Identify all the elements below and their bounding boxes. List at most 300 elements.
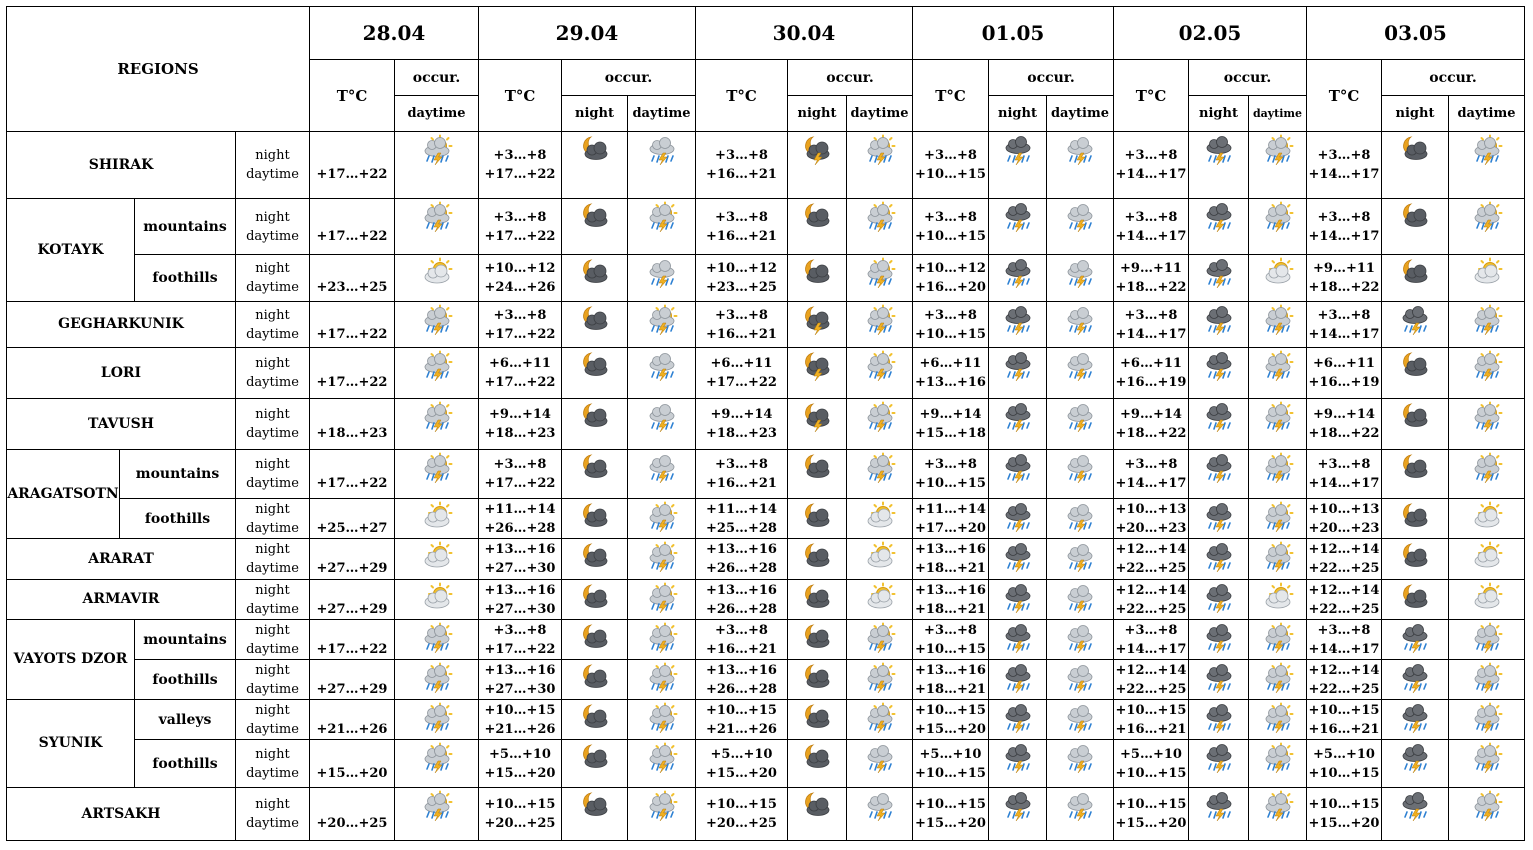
night-label: night — [255, 148, 290, 163]
sun-rain-thunder-icon — [1262, 790, 1294, 822]
region-name: ARAGATSOTN — [7, 450, 120, 539]
daytime-weather-cell — [1047, 499, 1114, 539]
daytime-temperature: +17…+22 — [706, 375, 777, 390]
daytime-temperature: +23…+25 — [706, 280, 777, 295]
night-label: night — [255, 622, 290, 638]
thunderstorm-icon — [1002, 350, 1034, 382]
daytime-temperature: +20…+25 — [484, 816, 556, 831]
daytime-weather-cell — [395, 700, 479, 740]
night-weather-cell — [788, 348, 847, 399]
thunderstorm-icon — [1203, 401, 1235, 433]
period-labels — [236, 580, 310, 620]
sun-rain-thunder-icon — [1262, 622, 1294, 654]
temperature-cell — [696, 539, 788, 580]
night-temperature: +10…+15 — [706, 702, 777, 718]
moon-cloud-icon — [1399, 134, 1431, 166]
temperature-cell — [310, 132, 395, 199]
daytime-weather-cell — [628, 255, 696, 302]
night-temperature: +13…+16 — [915, 662, 986, 678]
temperature-cell — [479, 499, 562, 539]
daytime-weather-cell — [1047, 788, 1114, 841]
daytime-temperature: +15…+18 — [915, 426, 986, 441]
date-header: 30.04 — [696, 7, 913, 60]
daytime-weather-cell — [1249, 499, 1307, 539]
thunderstorm-icon — [1002, 134, 1034, 166]
night-label: night — [255, 702, 290, 718]
occurrence-header: occur. — [788, 60, 913, 96]
night-weather-cell — [562, 539, 628, 580]
daytime-label: daytime — [246, 816, 299, 831]
daytime-temperature: +18…+21 — [915, 601, 986, 617]
subregion-name: foothills — [135, 740, 236, 788]
daytime-header: daytime — [395, 96, 479, 132]
daytime-weather-cell — [1249, 399, 1307, 450]
sun-rain-thunder-icon — [864, 134, 896, 166]
temperature-cell — [479, 255, 562, 302]
daytime-temperature: +17…+22 — [316, 167, 388, 182]
daytime-temperature: +10…+15 — [915, 641, 986, 657]
night-weather-cell — [1382, 700, 1449, 740]
daytime-weather-cell — [395, 660, 479, 700]
temperature-cell — [479, 660, 562, 700]
table-row — [7, 660, 1525, 700]
thunderstorm-icon — [1002, 452, 1034, 484]
sun-rain-thunder-icon — [864, 401, 896, 433]
night-temperature: +3…+8 — [924, 622, 977, 638]
night-weather-cell — [788, 450, 847, 499]
temperature-cell — [913, 399, 989, 450]
daytime-weather-cell — [847, 700, 913, 740]
daytime-temperature: +10…+15 — [1115, 765, 1187, 781]
night-temperature: +10…+15 — [484, 702, 556, 718]
moon-cloud-icon — [579, 501, 611, 533]
night-weather-cell — [989, 740, 1047, 788]
temperature-cell — [1307, 399, 1382, 450]
sun-rain-thunder-icon — [864, 304, 896, 336]
region-name: ARMAVIR — [7, 580, 236, 620]
night-weather-cell — [562, 660, 628, 700]
sun-cloud-icon — [1471, 257, 1503, 289]
region-name: TAVUSH — [7, 399, 236, 450]
night-temperature: +10…+15 — [1308, 702, 1380, 718]
daytime-temperature: +27…+30 — [484, 601, 556, 617]
period-labels — [236, 660, 310, 700]
daytime-weather-cell — [395, 399, 479, 450]
daytime-weather-cell — [628, 348, 696, 399]
moon-cloud-icon — [579, 201, 611, 233]
daytime-weather-cell — [847, 499, 913, 539]
daytime-weather-cell — [1249, 302, 1307, 348]
night-temperature — [310, 621, 394, 640]
temperature-cell — [1114, 620, 1189, 660]
night-temperature: +11…+14 — [915, 501, 986, 517]
night-temperature: +9…+11 — [1313, 261, 1375, 276]
daytime-weather-cell — [847, 788, 913, 841]
sun-rain-thunder-icon — [864, 201, 896, 233]
thunderstorm-icon — [1203, 742, 1235, 774]
daytime-temperature: +17…+22 — [484, 641, 556, 657]
sun-rain-thunder-icon — [646, 622, 678, 654]
rain-thunder-icon — [646, 452, 678, 484]
night-temperature: +3…+8 — [493, 457, 547, 472]
sun-cloud-icon — [421, 257, 453, 289]
daytime-weather-cell — [847, 620, 913, 660]
sun-cloud-icon — [864, 501, 896, 533]
table-row — [7, 620, 1525, 660]
moon-cloud-icon — [801, 790, 833, 822]
thunderstorm-icon — [1203, 257, 1235, 289]
night-header: night — [1382, 96, 1449, 132]
daytime-label: daytime — [246, 681, 299, 697]
daytime-temperature: +10…+15 — [1308, 765, 1380, 781]
daytime-label: daytime — [246, 167, 299, 182]
sun-rain-thunder-icon — [646, 201, 678, 233]
moon-cloud-icon — [801, 662, 833, 694]
night-temperature: +9…+14 — [919, 407, 982, 422]
regions-header: REGIONS — [7, 7, 310, 132]
daytime-temperature: +20…+25 — [316, 816, 388, 831]
sun-rain-thunder-icon — [1262, 452, 1294, 484]
daytime-temperature: +18…+22 — [1115, 426, 1187, 441]
daytime-temperature: +14…+17 — [1308, 476, 1380, 491]
night-weather-cell — [1382, 539, 1449, 580]
period-labels — [236, 620, 310, 660]
thunderstorm-icon — [1203, 622, 1235, 654]
temperature-cell — [1114, 740, 1189, 788]
thunderstorm-icon — [1002, 742, 1034, 774]
temperature-cell — [1307, 450, 1382, 499]
night-label: night — [255, 542, 290, 557]
temperature-cell — [913, 740, 989, 788]
night-temperature: +3…+8 — [1124, 148, 1178, 163]
night-weather-cell — [989, 450, 1047, 499]
night-header: night — [989, 96, 1047, 132]
night-temperature: +3…+8 — [1317, 622, 1371, 638]
rain-thunder-icon — [1064, 401, 1096, 433]
sun-rain-thunder-icon — [646, 742, 678, 774]
sun-rain-thunder-icon — [864, 350, 896, 382]
forecast-table — [6, 6, 1525, 841]
night-temperature: +12…+14 — [1308, 542, 1380, 557]
daytime-temperature: +25…+28 — [706, 520, 777, 536]
daytime-weather-cell — [628, 302, 696, 348]
night-weather-cell — [989, 132, 1047, 199]
night-temperature: +3…+8 — [1124, 307, 1178, 323]
night-temperature: +6…+11 — [1120, 356, 1182, 371]
period-labels — [236, 499, 310, 539]
moon-cloud-thunder-icon — [801, 350, 833, 382]
period-labels — [236, 788, 310, 841]
temperature-header: T°C — [479, 60, 562, 132]
daytime-temperature: +18…+21 — [915, 681, 986, 697]
table-row — [7, 740, 1525, 788]
night-temperature: +5…+10 — [919, 746, 982, 762]
temperature-cell — [310, 539, 395, 580]
night-weather-cell — [788, 700, 847, 740]
temperature-cell — [1114, 660, 1189, 700]
night-temperature — [310, 795, 394, 814]
daytime-temperature: +10…+15 — [915, 228, 986, 244]
night-weather-cell — [562, 132, 628, 199]
night-temperature: +3…+8 — [493, 622, 547, 638]
temperature-cell — [1114, 255, 1189, 302]
daytime-temperature: +27…+30 — [484, 561, 556, 576]
daytime-temperature: +15…+20 — [484, 765, 556, 781]
daytime-weather-cell — [1047, 620, 1114, 660]
daytime-header: daytime — [1047, 96, 1114, 132]
thunderstorm-icon — [1203, 201, 1235, 233]
night-temperature: +3…+8 — [715, 209, 768, 225]
night-temperature: +13…+16 — [915, 542, 986, 557]
night-weather-cell — [562, 700, 628, 740]
rain-thunder-icon — [646, 257, 678, 289]
night-temperature — [310, 259, 394, 278]
thunderstorm-icon — [1203, 702, 1235, 734]
temperature-cell — [696, 399, 788, 450]
temperature-cell — [310, 399, 395, 450]
night-weather-cell — [1189, 450, 1249, 499]
night-weather-cell — [562, 499, 628, 539]
night-weather-cell — [989, 255, 1047, 302]
temperature-cell — [310, 199, 395, 255]
daytime-temperature: +18…+22 — [1115, 280, 1187, 295]
region-name: LORI — [7, 348, 236, 399]
daytime-weather-cell — [847, 399, 913, 450]
night-weather-cell — [788, 620, 847, 660]
sun-rain-thunder-icon — [1471, 702, 1503, 734]
daytime-weather-cell — [395, 788, 479, 841]
night-label: night — [255, 501, 290, 517]
sun-rain-thunder-icon — [421, 401, 453, 433]
temperature-cell — [1307, 499, 1382, 539]
table-row — [7, 700, 1525, 740]
daytime-temperature: +22…+25 — [1308, 681, 1380, 697]
daytime-temperature: +21…+26 — [706, 721, 777, 737]
rain-thunder-icon — [646, 350, 678, 382]
daytime-temperature: +16…+21 — [706, 476, 777, 491]
sun-rain-thunder-icon — [421, 201, 453, 233]
daytime-header: daytime — [847, 96, 913, 132]
rain-thunder-icon — [1064, 257, 1096, 289]
daytime-weather-cell — [628, 199, 696, 255]
daytime-temperature: +10…+15 — [915, 476, 986, 491]
temperature-cell — [696, 450, 788, 499]
daytime-weather-cell — [395, 199, 479, 255]
daytime-weather-cell — [1249, 580, 1307, 620]
table-row — [7, 199, 1525, 255]
night-label: night — [255, 356, 290, 371]
period-labels — [236, 450, 310, 499]
night-temperature: +3…+8 — [715, 148, 768, 163]
rain-thunder-icon — [646, 401, 678, 433]
night-temperature: +3…+8 — [493, 148, 547, 163]
region-name: KOTAYK — [7, 199, 135, 302]
sun-rain-thunder-icon — [1262, 134, 1294, 166]
daytime-weather-cell — [1249, 450, 1307, 499]
night-weather-cell — [1382, 788, 1449, 841]
temperature-cell — [479, 199, 562, 255]
rain-thunder-icon — [1064, 452, 1096, 484]
moon-cloud-icon — [579, 452, 611, 484]
thunderstorm-icon — [1399, 742, 1431, 774]
daytime-temperature: +16…+19 — [1308, 375, 1380, 390]
date-header: 28.04 — [310, 7, 479, 60]
daytime-weather-cell — [1449, 788, 1525, 841]
temperature-header: T°C — [696, 60, 788, 132]
temperature-cell — [913, 580, 989, 620]
temperature-cell — [913, 620, 989, 660]
thunderstorm-icon — [1203, 452, 1235, 484]
temperature-cell — [310, 348, 395, 399]
thunderstorm-icon — [1399, 304, 1431, 336]
sun-rain-thunder-icon — [864, 257, 896, 289]
night-weather-cell — [1189, 255, 1249, 302]
night-weather-cell — [1189, 740, 1249, 788]
night-weather-cell — [989, 580, 1047, 620]
daytime-temperature: +21…+26 — [316, 721, 388, 737]
sun-rain-thunder-icon — [646, 702, 678, 734]
sun-cloud-icon — [1471, 582, 1503, 614]
rain-thunder-icon — [1064, 304, 1096, 336]
daytime-temperature: +17…+22 — [316, 476, 388, 491]
night-temperature: +3…+8 — [1317, 148, 1371, 163]
daytime-weather-cell — [1449, 399, 1525, 450]
night-temperature: +10…+15 — [706, 797, 777, 812]
temperature-cell — [1114, 788, 1189, 841]
daytime-weather-cell — [847, 348, 913, 399]
daytime-temperature: +14…+17 — [1115, 228, 1187, 244]
night-weather-cell — [788, 132, 847, 199]
sun-rain-thunder-icon — [1471, 350, 1503, 382]
sun-rain-thunder-icon — [421, 702, 453, 734]
temperature-cell — [479, 740, 562, 788]
daytime-weather-cell — [1449, 580, 1525, 620]
subregion-name: mountains — [135, 620, 236, 660]
forecast-table-wrapper — [6, 6, 1525, 841]
night-temperature: +10…+15 — [484, 797, 556, 812]
daytime-temperature: +18…+23 — [484, 426, 556, 441]
night-weather-cell — [1382, 199, 1449, 255]
night-weather-cell — [989, 302, 1047, 348]
night-weather-cell — [989, 788, 1047, 841]
rain-thunder-icon — [1064, 622, 1096, 654]
occurrence-header: occur. — [562, 60, 696, 96]
occurrence-header: occur. — [989, 60, 1114, 96]
moon-cloud-icon — [579, 662, 611, 694]
temperature-cell — [696, 740, 788, 788]
temperature-cell — [1307, 132, 1382, 199]
thunderstorm-icon — [1399, 790, 1431, 822]
temperature-cell — [1114, 450, 1189, 499]
daytime-temperature: +26…+28 — [706, 681, 777, 697]
temperature-cell — [479, 399, 562, 450]
moon-cloud-icon — [801, 742, 833, 774]
period-labels — [236, 302, 310, 348]
moon-cloud-icon — [579, 582, 611, 614]
night-temperature: +10…+13 — [1308, 501, 1380, 517]
daytime-weather-cell — [1047, 132, 1114, 199]
night-temperature: +12…+14 — [1115, 542, 1187, 557]
temperature-cell — [479, 450, 562, 499]
temperature-cell — [310, 450, 395, 499]
sun-rain-thunder-icon — [421, 662, 453, 694]
sun-rain-thunder-icon — [421, 742, 453, 774]
daytime-weather-cell — [628, 580, 696, 620]
rain-thunder-icon — [646, 134, 678, 166]
sun-rain-thunder-icon — [864, 452, 896, 484]
night-weather-cell — [562, 399, 628, 450]
daytime-weather-cell — [847, 450, 913, 499]
moon-cloud-icon — [801, 452, 833, 484]
daytime-temperature: +14…+17 — [1308, 326, 1380, 342]
night-temperature: +9…+14 — [1313, 407, 1375, 422]
night-temperature — [310, 405, 394, 424]
night-weather-cell — [1382, 499, 1449, 539]
daytime-weather-cell — [395, 539, 479, 580]
night-header: night — [788, 96, 847, 132]
daytime-weather-cell — [628, 450, 696, 499]
sun-cloud-icon — [864, 582, 896, 614]
night-temperature — [310, 661, 394, 680]
date-header: 29.04 — [479, 7, 696, 60]
daytime-label: daytime — [246, 641, 299, 657]
daytime-label: daytime — [246, 765, 299, 781]
temperature-cell — [696, 255, 788, 302]
daytime-weather-cell — [628, 788, 696, 841]
night-temperature: +3…+8 — [1124, 209, 1178, 225]
daytime-label: daytime — [246, 375, 299, 390]
temperature-cell — [479, 620, 562, 660]
temperature-cell — [1114, 399, 1189, 450]
night-temperature: +3…+8 — [1317, 209, 1371, 225]
rain-thunder-icon — [864, 742, 896, 774]
moon-cloud-icon — [801, 541, 833, 573]
night-temperature — [310, 354, 394, 373]
night-weather-cell — [1189, 399, 1249, 450]
table-row — [7, 450, 1525, 499]
temperature-cell — [1307, 539, 1382, 580]
temperature-cell — [1114, 302, 1189, 348]
thunderstorm-icon — [1203, 582, 1235, 614]
daytime-weather-cell — [1449, 302, 1525, 348]
daytime-temperature: +14…+17 — [1308, 641, 1380, 657]
daytime-weather-cell — [1449, 740, 1525, 788]
daytime-weather-cell — [1047, 660, 1114, 700]
night-weather-cell — [562, 450, 628, 499]
temperature-cell — [1307, 788, 1382, 841]
moon-cloud-icon — [1399, 201, 1431, 233]
sun-rain-thunder-icon — [1471, 790, 1503, 822]
region-name: ARARAT — [7, 539, 236, 580]
temperature-cell — [913, 199, 989, 255]
temperature-cell — [1307, 620, 1382, 660]
temperature-cell — [1114, 539, 1189, 580]
thunderstorm-icon — [1002, 662, 1034, 694]
night-temperature: +5…+10 — [1120, 746, 1182, 762]
daytime-weather-cell — [847, 539, 913, 580]
night-temperature: +10…+15 — [915, 702, 986, 718]
night-temperature: +10…+15 — [915, 797, 986, 812]
daytime-temperature: +15…+20 — [1115, 816, 1187, 831]
thunderstorm-icon — [1002, 257, 1034, 289]
night-temperature: +10…+12 — [484, 261, 556, 276]
daytime-weather-cell — [1249, 788, 1307, 841]
sun-rain-thunder-icon — [1262, 350, 1294, 382]
daytime-header: daytime — [628, 96, 696, 132]
sun-rain-thunder-icon — [1471, 452, 1503, 484]
daytime-temperature: +17…+22 — [316, 228, 388, 244]
night-weather-cell — [1189, 348, 1249, 399]
